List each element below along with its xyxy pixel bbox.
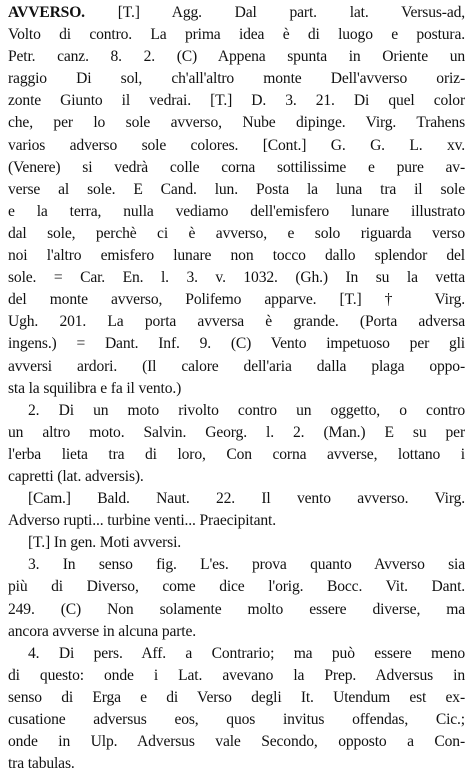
entry-line: di questo: onde i Lat. avevano la Prep. Adversus in bbox=[8, 666, 465, 684]
entry-line: e la terra, nulla vediamo dell'emisfero lunare illustrato bbox=[8, 202, 465, 220]
entry-line: onde in Ulp. Adversus vale Secondo, opposto a Con- bbox=[8, 733, 465, 751]
entry-line: ancora avverse in alcuna parte. bbox=[8, 622, 196, 640]
entry-line: 249. (C) Non solamente molto essere diverse, ma bbox=[8, 600, 465, 618]
entry-line: [Cam.] Bald. Naut. 22. Il vento avverso. Virg. bbox=[28, 490, 465, 508]
entry-line: varios adverso sole colores. [Cont.] G. G. L. xv. bbox=[8, 136, 465, 154]
headword: AVVERSO. bbox=[8, 4, 85, 21]
entry-line: sole. = Car. En. l. 3. v. 1032. (Gh.) In su la vetta bbox=[8, 269, 465, 287]
entry-line: Volto di contro. La prima idea è di luogo e postura. bbox=[8, 26, 465, 44]
entry-line: Petr. canz. 8. 2. (C) Appena spunta in Oriente un bbox=[8, 48, 465, 66]
entry-line: raggio Di sol, ch'all'altro monte Dell'avverso oriz- bbox=[8, 70, 465, 88]
entry-line: avversi ardori. (Il calore dell'aria dalla plaga oppo- bbox=[8, 357, 465, 375]
section-3-line: 3. In senso fig. L'es. prova quanto Avverso sia bbox=[28, 556, 465, 574]
entry-line: capretti (lat. adversis). bbox=[8, 467, 144, 485]
entry-line: Ugh. 201. La porta avversa è grande. (Porta adversa bbox=[8, 313, 465, 331]
entry-line: che, per lo sole avverso, Nube dipinge. Virg. Trahens bbox=[8, 114, 465, 132]
entry-line: senso di Erga e di Verso degli It. Utendum est ex- bbox=[8, 688, 465, 706]
entry-line: Adverso rupti... turbine venti... Praecipitant. bbox=[8, 512, 276, 530]
entry-line: un altro moto. Salvin. Georg. l. 2. (Man.) E su per bbox=[8, 423, 465, 441]
section-2-line: 2. Di un moto rivolto contro un oggetto, o contro bbox=[28, 401, 465, 419]
entry-line: ingens.) = Dant. Inf. 9. (C) Vento impetuoso per gli bbox=[8, 335, 465, 353]
entry-line: l'erba lieta tra di loro, Con corna avverse, lottano i bbox=[8, 445, 465, 463]
entry-line: noi l'altro emisfero lunare non tocco dallo splendor del bbox=[8, 247, 465, 265]
entry-line: del monte avverso, Polifemo apparve. [T.] † Virg. bbox=[8, 291, 465, 309]
entry-line: dal sole, perchè ci è avverso, e solo riguarda verso bbox=[8, 224, 465, 242]
entry-line: (Venere) si vedrà colle corna sottilissime e pure av- bbox=[8, 158, 465, 176]
entry-line-1 bbox=[8, 2, 465, 24]
entry-line: zonte Giunto il vedrai. [T.] D. 3. 21. Di quel color bbox=[8, 92, 465, 110]
entry-line: cusatione adversus eos, quos invitus offendas, Cic.; bbox=[8, 711, 465, 728]
section-4-line: 4. Di pers. Aff. a Contrario; ma può essere meno bbox=[28, 644, 465, 662]
entry-line: più di Diverso, come dice l'orig. Bocc. Vit. Dant. bbox=[8, 578, 465, 596]
entry-line: [T.] In gen. Moti avversi. bbox=[28, 534, 182, 552]
entry-line: sta la squilibra e fa il vento.) bbox=[8, 379, 182, 397]
entry-line-1-text: [T.] Agg. Dal part. lat. Versus-ad, bbox=[84, 4, 465, 21]
entry-line: verse al sole. E Cand. lun. Posta la luna tra il sole bbox=[8, 180, 465, 198]
entry-line: tra tabulas. bbox=[8, 755, 75, 773]
